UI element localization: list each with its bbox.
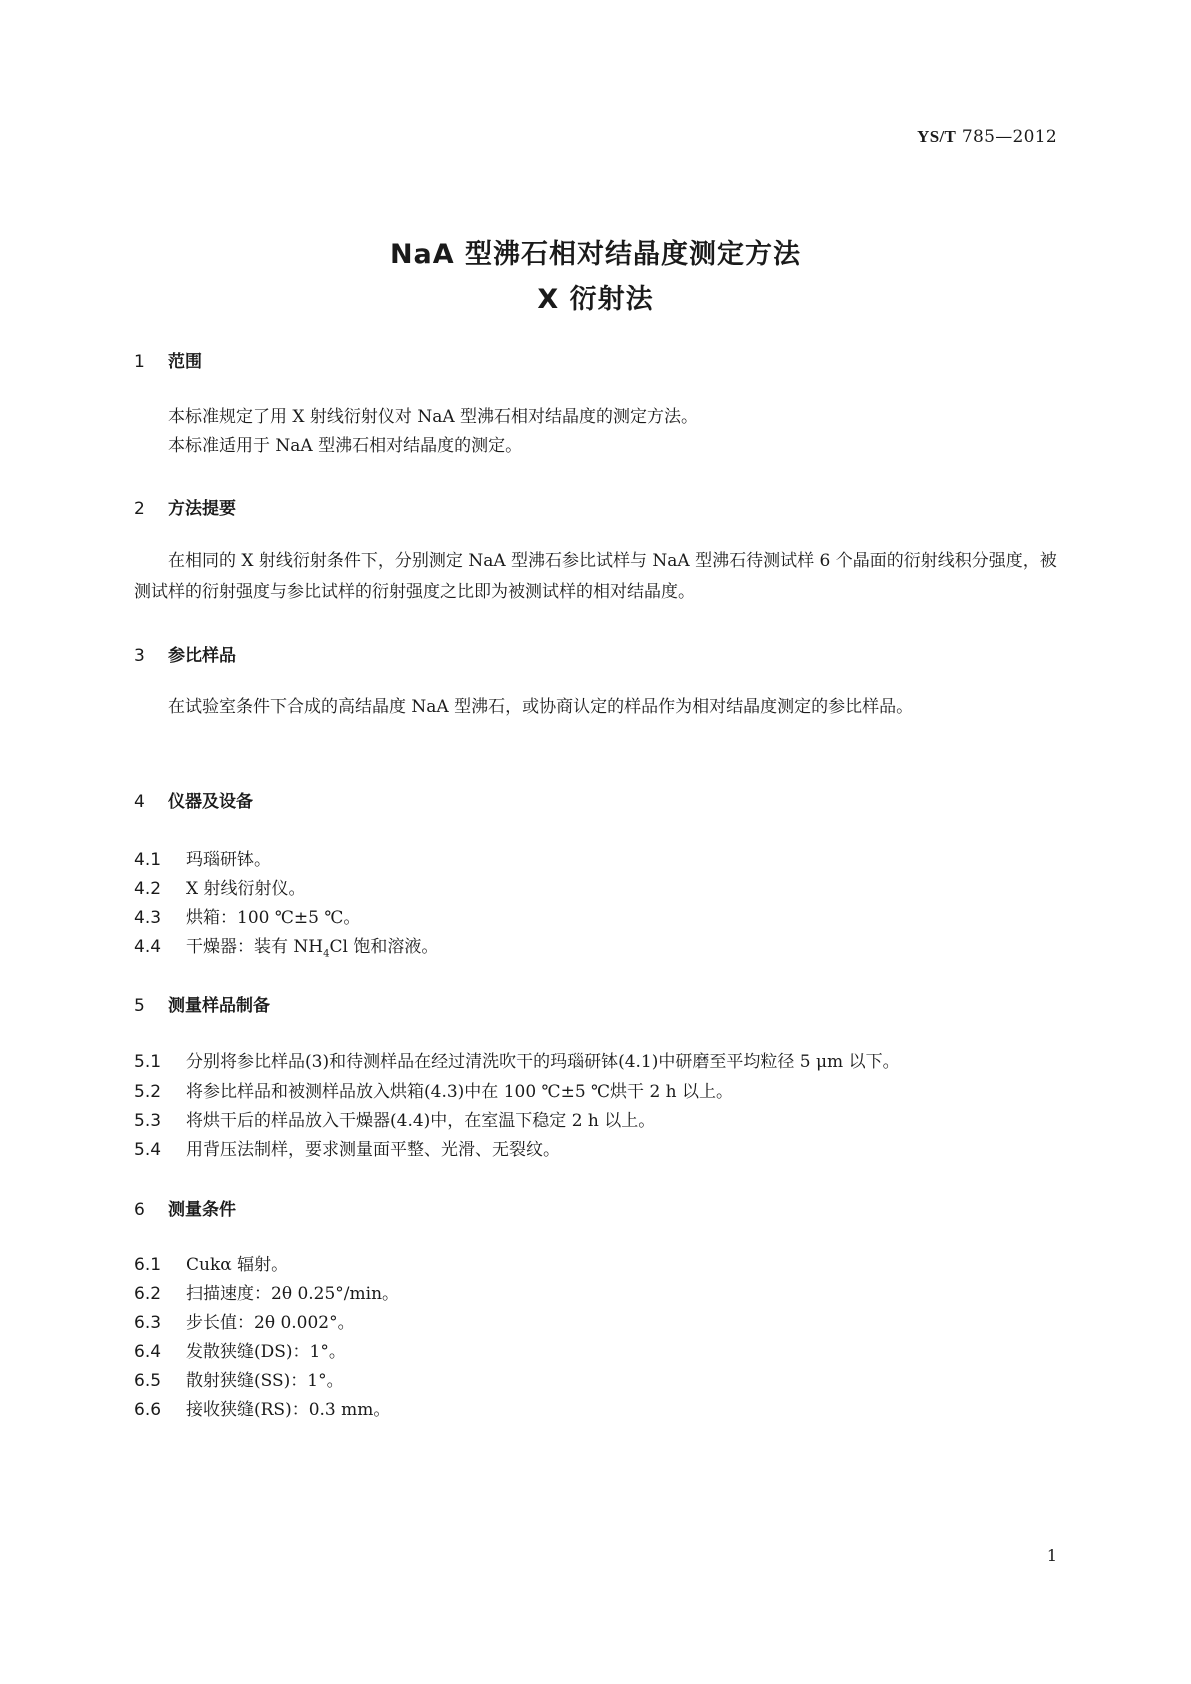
paragraph: 在试验室条件下合成的高结晶度 NaA 型沸石，或协商认定的样品作为相对结晶度测定的参比样品。 [168, 697, 914, 717]
item-text: Cukα 辐射。 [186, 1255, 289, 1275]
section-title: 参比样品 [168, 646, 236, 666]
section-heading-5 [134, 991, 270, 1016]
section-number: 4 [134, 792, 145, 812]
item-number: 6.1 [134, 1255, 162, 1275]
subscript: 4 [323, 948, 330, 960]
item-number: 6.3 [134, 1313, 162, 1333]
list-item [134, 1135, 560, 1160]
item-text: 发散狭缝(DS)：1°。 [186, 1342, 346, 1362]
item-number: 5.2 [134, 1082, 162, 1102]
item-text: 用背压法制样，要求测量面平整、光滑、无裂纹。 [186, 1140, 560, 1160]
item-text: 将参比样品和被测样品放入烘箱(4.3)中在 100 ℃±5 ℃烘干 2 h 以上。 [186, 1082, 734, 1102]
list-item [134, 1279, 399, 1304]
list-item [134, 1337, 346, 1362]
item-text: 分别将参比样品(3)和待测样品在经过清洗吹干的玛瑙研钵(4.1)中研磨至平均粒径 5 μm 以下。 [186, 1052, 900, 1072]
item-number: 6.4 [134, 1342, 162, 1362]
item-number: 5.3 [134, 1111, 162, 1131]
section-heading-3 [134, 641, 236, 666]
list-item [134, 1395, 390, 1420]
section-title: 测量条件 [168, 1200, 236, 1220]
item-text: 扫描速度：2θ 0.25°/min。 [186, 1284, 400, 1304]
section-heading-4 [134, 787, 253, 812]
section-title: 范围 [168, 352, 202, 372]
section-heading-6 [134, 1195, 236, 1220]
paragraph: 本标准适用于 NaA 型沸石相对结晶度的测定。 [168, 436, 523, 456]
section-heading-1 [134, 347, 202, 372]
item-text: X 射线衍射仪。 [186, 879, 306, 899]
list-item [134, 1308, 355, 1333]
item-text: 散射狭缝(SS)：1°。 [186, 1371, 344, 1391]
list-item [134, 1250, 288, 1275]
item-number: 4.2 [134, 879, 162, 899]
section-number: 3 [134, 646, 145, 666]
item-number: 6.5 [134, 1371, 162, 1391]
item-text: 将烘干后的样品放入干燥器(4.4)中，在室温下稳定 2 h 以上。 [186, 1111, 656, 1131]
paragraph: 在相同的 X 射线衍射条件下，分别测定 NaA 型沸石参比试样与 NaA 型沸石待测试样 6 个晶面的衍射线积分强度，被测试样的衍射强度与参比试样的衍射强度之比即为被测试样的相对结晶度。 [134, 551, 1057, 602]
item-text: 步长值：2θ 0.002°。 [186, 1313, 355, 1333]
list-item [134, 1106, 655, 1131]
item-number: 4.1 [134, 850, 162, 870]
item-text: 烘箱：100 ℃±5 ℃。 [186, 908, 361, 928]
section-title: 仪器及设备 [168, 792, 253, 812]
item-number: 6.2 [134, 1284, 162, 1304]
item-number: 5.4 [134, 1140, 162, 1160]
list-item [134, 1366, 344, 1391]
item-number: 4.4 [134, 937, 162, 957]
section-number: 2 [134, 499, 145, 519]
list-item [134, 903, 360, 928]
standard-number: 785—2012 [961, 127, 1057, 147]
list-item [134, 1077, 733, 1102]
item-text: 玛瑙研钵。 [186, 850, 271, 870]
item-number: 4.3 [134, 908, 162, 928]
section-number: 1 [134, 352, 145, 372]
item-text: 接收狭缝(RS)：0.3 mm。 [186, 1400, 391, 1420]
section-number: 6 [134, 1200, 145, 1220]
paragraph: 本标准规定了用 X 射线衍射仪对 NaA 型沸石相对结晶度的测定方法。 [168, 407, 699, 427]
section-number: 5 [134, 996, 145, 1016]
item-number: 5.1 [134, 1052, 162, 1072]
section-title: 测量样品制备 [168, 996, 270, 1016]
section-title: 方法提要 [168, 499, 236, 519]
document-title: NaA 型沸石相对结晶度测定方法 [389, 239, 802, 270]
page-number: 1 [1046, 1546, 1057, 1565]
item-text: 干燥器：装有 NH [186, 937, 324, 957]
list-item [134, 932, 438, 959]
standard-prefix: YS/T [917, 127, 957, 146]
list-item [134, 845, 271, 870]
standard-code [917, 127, 1057, 147]
section-heading-2 [134, 494, 236, 519]
item-number: 6.6 [134, 1400, 162, 1420]
document-subtitle: X 衍射法 [537, 284, 654, 315]
item-text: Cl 饱和溶液。 [329, 937, 439, 957]
list-item [134, 1047, 900, 1072]
list-item [134, 874, 306, 899]
